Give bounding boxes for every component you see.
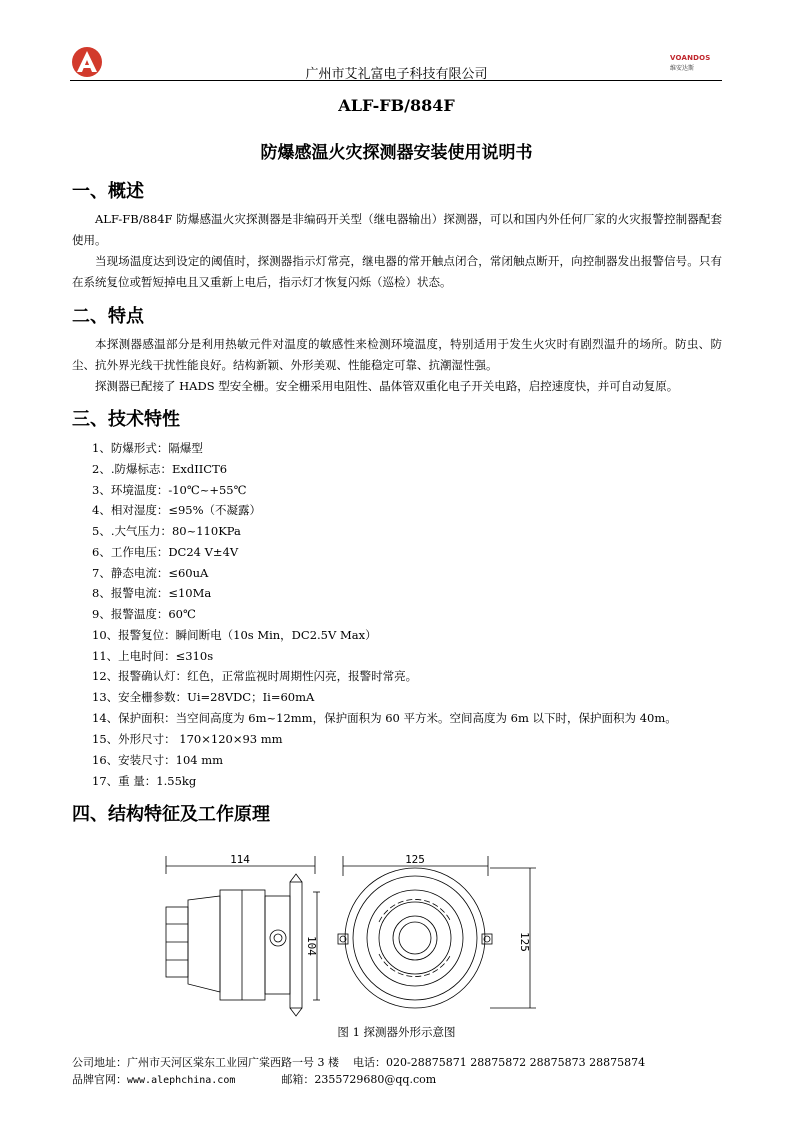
dim-front-height: 125 bbox=[518, 932, 531, 952]
detector-outline-figure bbox=[150, 852, 550, 1022]
brand-logo bbox=[670, 54, 722, 72]
side-view-drawing bbox=[166, 853, 320, 1016]
phone-numbers: 020-28875871 28875872 28875873 28875874 bbox=[386, 1056, 646, 1069]
document-title: 防爆感温火灾探测器安装使用说明书 bbox=[260, 143, 533, 163]
spec-item: 13、安全栅参数：Ui=28VDC；Ii=60mA bbox=[92, 690, 315, 704]
section-heading-overview: 一、概述 bbox=[72, 181, 144, 202]
spec-item: 9、报警温度：60℃ bbox=[92, 607, 196, 621]
section-heading-structure: 四、结构特征及工作原理 bbox=[72, 804, 270, 825]
dim-side-width: 114 bbox=[230, 853, 250, 866]
section-heading-features: 二、特点 bbox=[72, 306, 144, 327]
company-name: 广州市艾礼富电子科技有限公司 bbox=[305, 67, 488, 82]
footer-web-line bbox=[72, 1071, 436, 1087]
phone-label: 电话： bbox=[353, 1056, 386, 1069]
email-label: 邮箱： bbox=[281, 1073, 315, 1086]
spec-item: 17、重 量：1.55kg bbox=[92, 774, 197, 788]
dim-front-width: 125 bbox=[405, 853, 425, 866]
address: 广州市天河区棠东工业园广棠西路一号 3 楼 bbox=[127, 1056, 339, 1069]
spec-item: 3、环境温度：-10℃~+55℃ bbox=[92, 483, 247, 497]
brand-en: VOANDOS bbox=[670, 54, 711, 62]
spec-item: 5、.大气压力：80~110KPa bbox=[92, 524, 241, 538]
front-view-drawing bbox=[338, 853, 536, 1008]
website-label: 品牌官网： bbox=[72, 1073, 127, 1086]
spec-item: 4、相对湿度：≤95%（不凝露） bbox=[92, 503, 262, 517]
features-paragraph-2: 探测器已配接了 HADS 型安全栅。安全栅采用电阻性、晶体管双重化电子开关电路，启控速度快，并可自动复原。 bbox=[95, 379, 679, 393]
spec-item: 1、防爆形式：隔爆型 bbox=[92, 441, 203, 455]
spec-item: 11、上电时间：≤310s bbox=[92, 649, 214, 663]
section-heading-specs: 三、技术特性 bbox=[72, 409, 180, 430]
overview-paragraph-1: ALF-FB/884F 防爆感温火灾探测器是非编码开关型（继电器输出）探测器，可以和国内外任何厂家的火灾报警控制器配套使用。 bbox=[72, 212, 722, 247]
features-paragraph-1: 本探测器感温部分是利用热敏元件对温度的敏感性来检测环境温度，特别适用于发生火灾时有剧烈温升的场所。防虫、防尘、抗外界光线干扰性能良好。结构新颖、外形美观、性能稳定可靠、抗潮湿性强。 bbox=[72, 337, 722, 372]
spec-item: 2、.防爆标志：ExdIICT6 bbox=[92, 462, 228, 476]
footer-address-line bbox=[72, 1054, 645, 1070]
model-number: ALF-FB/884F bbox=[338, 96, 455, 115]
spec-item: 14、保护面积：当空间高度为 6m~12mm，保护面积为 60 平方米。空间高度为 6m 以下时，保护面积为 40m。 bbox=[92, 711, 677, 725]
figure-caption: 图 1 探测器外形示意图 bbox=[337, 1025, 456, 1039]
address-label: 公司地址： bbox=[72, 1056, 127, 1069]
header-divider bbox=[70, 80, 722, 81]
dim-side-height: 104 bbox=[305, 936, 318, 956]
spec-item: 15、外形尺寸： 170×120×93 mm bbox=[92, 732, 283, 746]
overview-paragraph-2: 当现场温度达到设定的阈值时，探测器指示灯常亮，继电器的常开触点闭合，常闭触点断开，向控制器发出报警信号。只有在系统复位或暂短掉电且又重新上电后，指示灯才恢复闪烁（巡检）状态。 bbox=[72, 254, 722, 289]
spec-item: 12、报警确认灯：红色，正常监视时周期性闪亮，报警时常亮。 bbox=[92, 669, 418, 683]
brand-cn: 维安达斯 bbox=[670, 65, 695, 72]
spec-item: 8、报警电流：≤10Ma bbox=[92, 586, 212, 600]
website-link[interactable]: www.alephchina.com bbox=[127, 1075, 236, 1086]
spec-item: 7、静态电流：≤60uA bbox=[92, 566, 209, 580]
spec-item: 16、安装尺寸：104 mm bbox=[92, 753, 224, 767]
email-link[interactable]: 2355729680@qq.com bbox=[314, 1073, 437, 1086]
spec-item: 6、工作电压：DC24 V±4V bbox=[92, 545, 239, 559]
spec-item: 10、报警复位：瞬间断电（10s Min，DC2.5V Max） bbox=[92, 628, 377, 642]
